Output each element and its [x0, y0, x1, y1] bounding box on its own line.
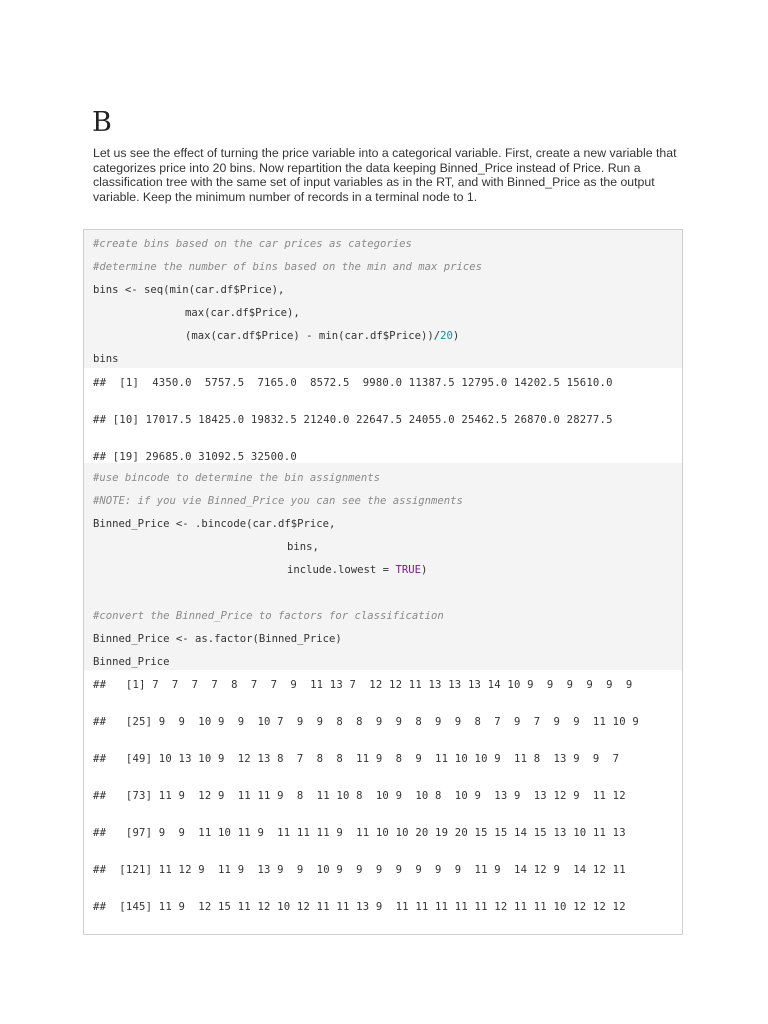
- code-text: ): [452, 330, 460, 342]
- output-line: ## [25] 9 9 10 9 9 10 7 9 9 8 8 9 9 8 9 9 8 7 9 7 9 9 11 10 9: [93, 716, 639, 728]
- output-line: ## [10] 17017.5 18425.0 19832.5 21240.0 22647.5 24055.0 25462.5 26870.0 28277.5: [93, 414, 613, 426]
- code-output-block: [83, 229, 683, 935]
- code-comment: #convert the Binned_Price to factors for classification: [93, 610, 444, 622]
- code-line: Binned_Price <- .bincode(car.df$Price,: [93, 518, 336, 530]
- section-heading: B: [92, 107, 112, 138]
- output-line: ## [1] 4350.0 5757.5 7165.0 8572.5 9980.0 11387.5 12795.0 14202.5 15610.0: [93, 377, 613, 389]
- code-keyword: TRUE: [395, 564, 421, 576]
- output-line: ## [97] 9 9 11 10 11 9 11 11 11 9 11 10 10 20 19 20 15 15 14 15 13 10 11 13: [93, 827, 626, 839]
- output-line: ## [19] 29685.0 31092.5 32500.0: [93, 451, 297, 463]
- output-chunk-binned-price: [84, 670, 682, 935]
- code-text: include.lowest =: [287, 564, 396, 576]
- code-text: (max(car.df$Price) - min(car.df$Price))/: [185, 330, 441, 342]
- output-line: ## [121] 11 12 9 11 9 13 9 9 10 9 9 9 9 9 9 9 11 9 14 12 9 14 12 11: [93, 864, 626, 876]
- code-line: bins,: [287, 541, 319, 553]
- code-line: [287, 563, 677, 578]
- code-number: 20: [440, 330, 453, 342]
- code-line: Binned_Price: [93, 656, 170, 668]
- code-line: Binned_Price <- as.factor(Binned_Price): [93, 633, 342, 645]
- source-chunk-binned-price: [84, 463, 682, 670]
- intro-paragraph: Let us see the effect of turning the price variable into a categorical variable. First, create a new variable that categorizes price into 20 bins. Now repartition the data keeping Binned_Price instead of Price. Run a classification tree with the same set of input variables as in the RT, and with Binned_Price as the output variable. Keep the minimum number of records in a terminal node to 1.: [93, 146, 677, 205]
- output-line: ## [1] 7 7 7 7 8 7 7 9 11 13 7 12 12 11 13 13 13 14 10 9 9 9 9 9 9: [93, 679, 633, 691]
- code-comment: #create bins based on the car prices as categories: [93, 238, 412, 250]
- code-comment: #use bincode to determine the bin assignments: [93, 472, 381, 484]
- code-comment: #NOTE: if you vie Binned_Price you can see the assignments: [93, 495, 463, 507]
- code-line: [185, 329, 675, 344]
- code-line: max(car.df$Price),: [185, 307, 300, 319]
- output-line: ## [145] 11 9 12 15 11 12 10 12 11 11 13 9 11 11 11 11 11 12 11 11 10 12 12 12: [93, 901, 626, 913]
- code-comment: #determine the number of bins based on the min and max prices: [93, 261, 483, 273]
- output-line: ## [73] 11 9 12 9 11 11 9 8 11 10 8 10 9 10 8 10 9 13 9 13 12 9 11 12: [93, 790, 626, 802]
- output-chunk-bins: [84, 368, 682, 463]
- code-line: bins <- seq(min(car.df$Price),: [93, 284, 285, 296]
- source-chunk-bins: [84, 230, 682, 368]
- code-line: bins: [93, 353, 119, 365]
- output-line: ## [49] 10 13 10 9 12 13 8 7 8 8 11 9 8 9 11 10 10 9 11 8 13 9 9 7: [93, 753, 620, 765]
- code-text: ): [420, 564, 428, 576]
